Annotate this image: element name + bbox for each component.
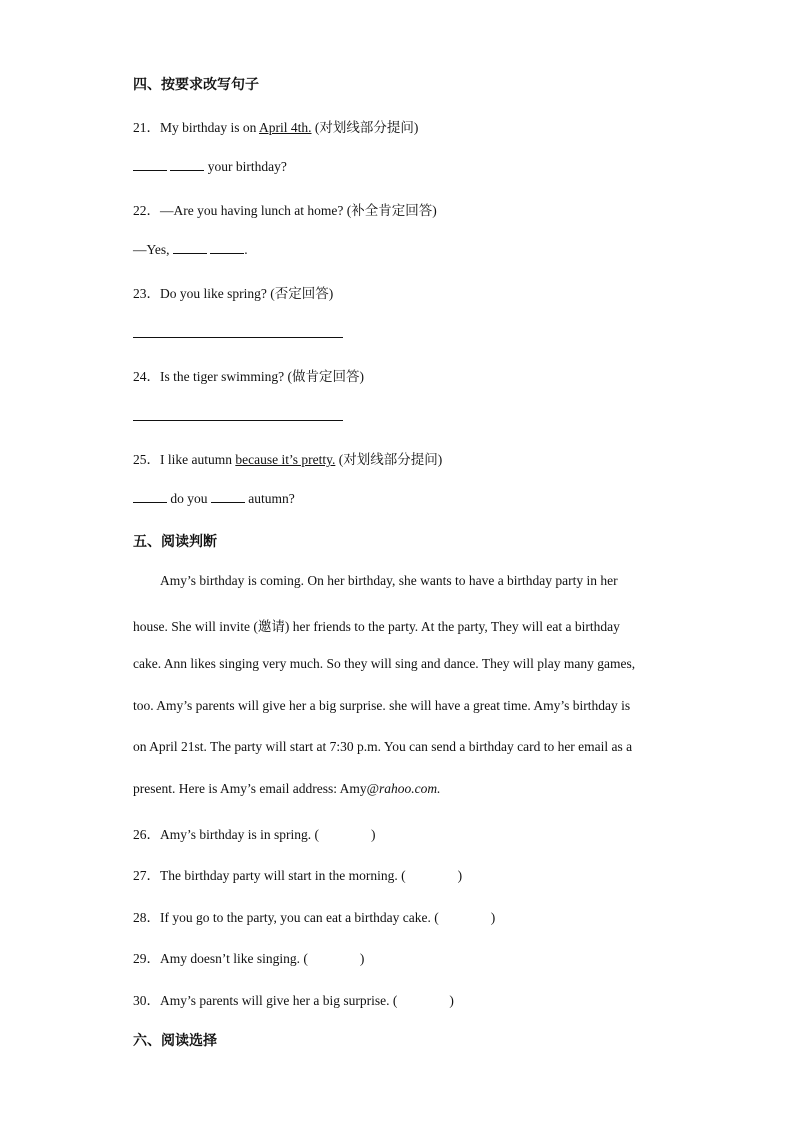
passage-line: on April 21st. The party will start at 7:30 p.m. You can send a birthday card to her email as a [133,739,633,754]
underlined-phrase: April 4th. [259,120,312,135]
answer-25: do you autumn? [133,490,295,507]
passage-line: present. Here is Amy’s email address: Amy@rahoo.com. [133,781,441,796]
passage-line: house. She will invite (邀请) her friends to the party. At the party, They will eat a birthday [133,619,620,634]
section-heading-5: 五、阅读判断 [133,534,217,550]
section-heading-6: 六、阅读选择 [133,1033,217,1049]
answer-line-24[interactable] [133,420,343,421]
question-22: 22．—Are you having lunch at home? (补全肯定回答) [133,203,437,218]
question-30: 30．Amy’s parents will give her a big surprise. ( ) [133,993,454,1008]
passage-line: cake. Ann likes singing very much. So they will sing and dance. They will play many games, [133,656,636,671]
answer-blank[interactable] [210,241,244,254]
question-21: 21．My birthday is on April 4th. (对划线部分提问) [133,120,419,135]
question-26: 26．Amy’s birthday is in spring. ( ) [133,827,376,842]
question-25: 25．I like autumn because it’s pretty. (对划线部分提问) [133,452,443,467]
answer-22: —Yes, . [133,242,248,257]
question-27: 27．The birthday party will start in the morning. ( ) [133,868,463,883]
answer-blank[interactable] [173,241,207,254]
passage-line: Amy’s birthday is coming. On her birthday, she wants to have a birthday party in her [160,573,618,588]
question-24: 24．Is the tiger swimming? (做肯定回答) [133,369,364,384]
question-28: 28．If you go to the party, you can eat a birthday cake. ( ) [133,910,496,925]
question-23: 23．Do you like spring? (否定回答) [133,286,334,301]
section-heading-4: 四、按要求改写句子 [133,77,259,93]
answer-line-23[interactable] [133,337,343,338]
passage-line: too. Amy’s parents will give her a big surprise. she will have a great time. Amy’s birthday is [133,698,631,713]
answer-blank[interactable] [133,158,167,171]
answer-blank[interactable] [211,490,245,503]
answer-blank[interactable] [133,490,167,503]
answer-blank[interactable] [170,158,204,171]
answer-21: your birthday? [133,158,287,175]
question-29: 29．Amy doesn’t like singing. ( ) [133,951,365,966]
underlined-phrase: because it’s pretty. [235,452,336,467]
email-address: rahoo.com. [379,781,441,796]
